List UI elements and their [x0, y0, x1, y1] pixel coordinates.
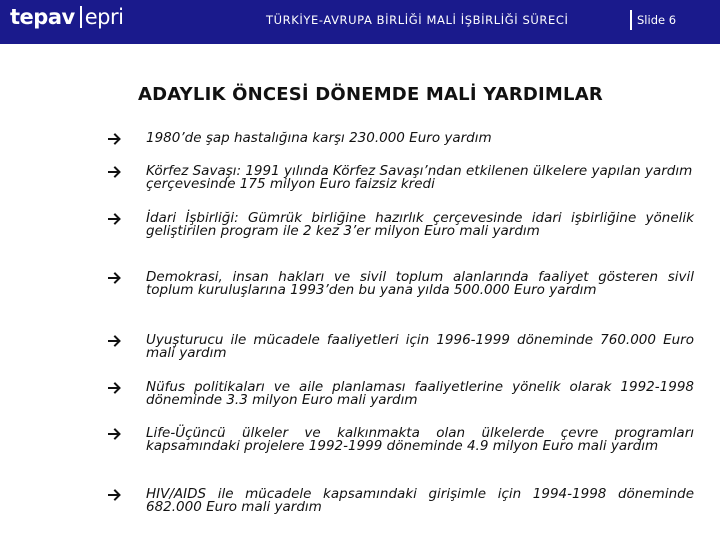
- header-divider: [630, 10, 632, 30]
- right-arrow-icon: [108, 380, 122, 396]
- bullet-text: Life-Üçüncü ülkeler ve kalkınmakta olan ülkelerde çevre programları kapsamındaki projelere 1992-1999 döneminde 4.9 milyon Euro mali yardım: [146, 425, 694, 454]
- bullet-text: Uyuşturucu ile mücadele faaliyetleri için 1996-1999 döneminde 760.000 Euro mali yardım: [146, 332, 694, 361]
- header-bar: [0, 0, 720, 44]
- right-arrow-icon: [108, 131, 122, 147]
- right-arrow-icon: [108, 270, 122, 286]
- right-arrow-icon: [108, 426, 122, 442]
- bullet-text: 1980’de şap hastalığına karşı 230.000 Euro yardım: [146, 130, 492, 146]
- right-arrow-icon: [108, 333, 122, 349]
- logo-tepav-text: tepav: [10, 5, 75, 29]
- header-title: TÜRKİYE-AVRUPA BİRLİĞİ MALİ İŞBİRLİĞİ SÜRECİ: [266, 13, 569, 27]
- slide-number: Slide 6: [637, 13, 677, 27]
- bullet-text: Demokrasi, insan hakları ve sivil toplum alanlarında faaliyet gösteren sivil toplum kuruluşlarına 1993’den bu yana yılda 500.000 Euro yardım: [146, 269, 694, 298]
- logo-separator: [80, 6, 82, 28]
- bullet-text: Körfez Savaşı: 1991 yılında Körfez Savaşı’ndan etkilenen ülkelere yapılan yardım çerçevesinde 175 milyon Euro faizsiz kredi: [146, 163, 693, 192]
- right-arrow-icon: [108, 487, 122, 503]
- bullet-text: İdari İşbirliği: Gümrük birliğine hazırlık çerçevesinde idari işbirliğine yönelik geliştirilen program ile 2 kez 3’er milyon Euro mali yardım: [146, 210, 694, 239]
- logo-epri-text: epri: [84, 5, 124, 29]
- tepav-epri-logo: [10, 2, 123, 32]
- bullet-text: Nüfus politikaları ve aile planlaması faaliyetlerine yönelik olarak 1992-1998 döneminde 3.3 milyon Euro mali yardım: [146, 379, 694, 408]
- right-arrow-icon: [108, 164, 122, 180]
- page-title: ADAYLIK ÖNCESİ DÖNEMDE MALİ YARDIMLAR: [138, 84, 603, 105]
- bullet-text: HIV/AIDS ile mücadele kapsamındaki girişimle için 1994-1998 döneminde 682.000 Euro mali yardım: [146, 486, 694, 515]
- right-arrow-icon: [108, 211, 122, 227]
